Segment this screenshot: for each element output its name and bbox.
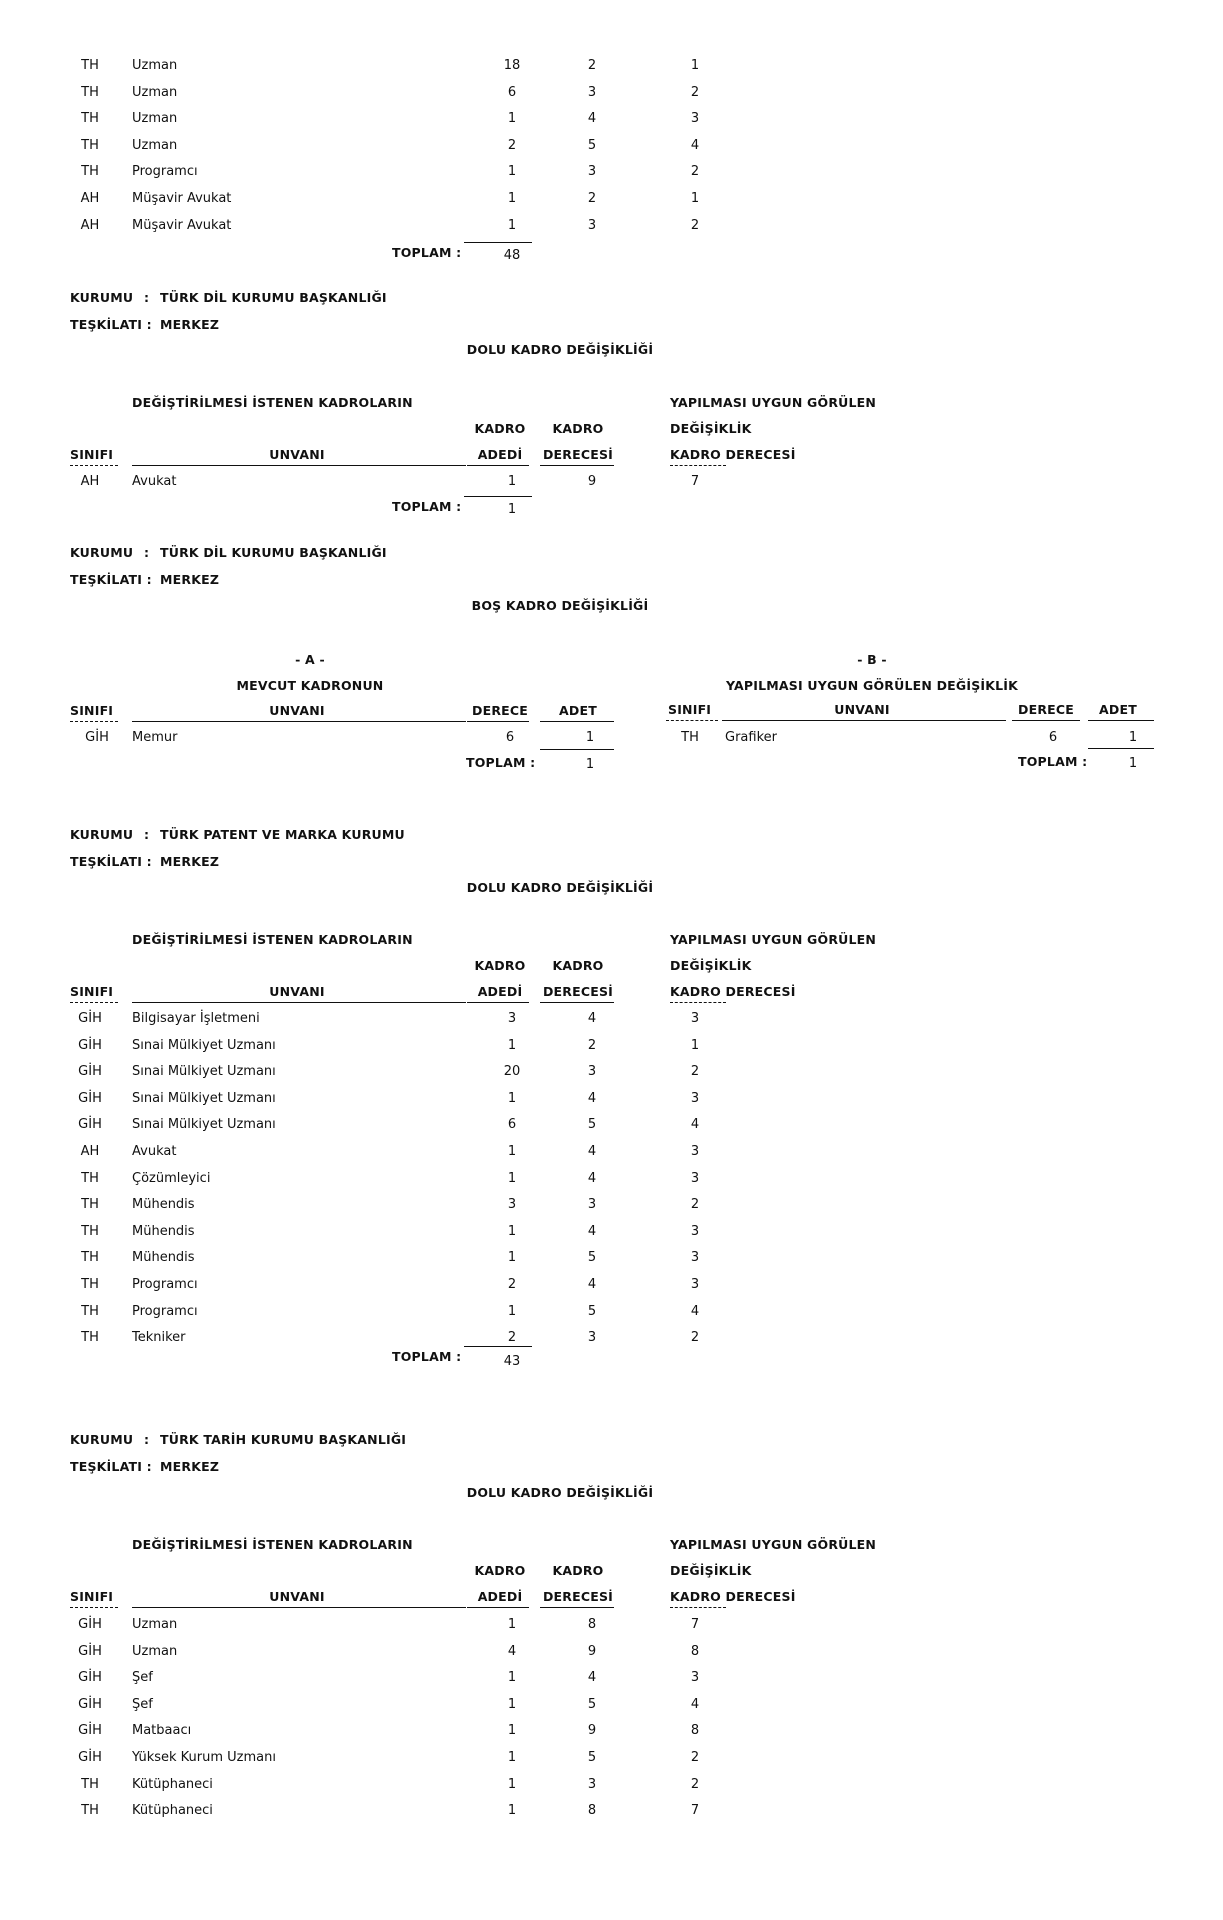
col-kadro: KADRO bbox=[552, 958, 604, 973]
s4-row-kadro-derecesi: 9 bbox=[587, 1643, 597, 1659]
toplam-label: TOPLAM : bbox=[466, 755, 536, 770]
s4-row-unvani: Uzman bbox=[132, 1643, 178, 1659]
s3-row-unvani: Programcı bbox=[132, 1277, 198, 1292]
s3-row-yeni-derece: 3 bbox=[690, 1277, 700, 1292]
s4-row-kadro-adedi: 4 bbox=[507, 1643, 517, 1659]
s4-row-kadro-adedi: 1 bbox=[507, 1803, 517, 1819]
s3-row-kadro-adedi: 1 bbox=[507, 1223, 517, 1239]
s3-row-yeni-derece: 4 bbox=[690, 1303, 700, 1319]
s3-row-yeni-derece: 3 bbox=[690, 1250, 700, 1266]
header-rule bbox=[670, 1607, 726, 1608]
s3-row-sinifi: TH bbox=[81, 1277, 99, 1292]
part-b-heading: YAPILMASI UYGUN GÖRÜLEN DEĞİŞİKLİK bbox=[725, 678, 1019, 693]
col-adedi: ADEDİ bbox=[477, 447, 523, 462]
s3-row-kadro-derecesi: 4 bbox=[587, 1170, 597, 1186]
top-row-sinifi: AH bbox=[80, 217, 100, 233]
s3-row-sinifi: TH bbox=[81, 1170, 99, 1186]
header-rule bbox=[1012, 720, 1080, 721]
top-row-kadro-derecesi: 3 bbox=[587, 84, 597, 100]
teskilat-name: MERKEZ bbox=[160, 572, 220, 587]
s3-row-kadro-derecesi: 3 bbox=[587, 1197, 597, 1213]
part-a-heading: MEVCUT KADRONUN bbox=[236, 678, 384, 693]
header-rule bbox=[666, 720, 718, 721]
s3-row-unvani: Mühendis bbox=[132, 1223, 195, 1239]
s3-row-yeni-derece: 2 bbox=[690, 1064, 700, 1080]
teskilat-name: MERKEZ bbox=[160, 854, 220, 869]
header-rule bbox=[467, 1607, 529, 1608]
top-row-unvani: Programcı bbox=[132, 164, 198, 180]
top-row-kadro-adedi: 6 bbox=[507, 84, 517, 100]
s4-row-kadro-derecesi: 8 bbox=[587, 1617, 597, 1632]
section-title: DOLU KADRO DEĞİŞİKLİĞİ bbox=[466, 880, 654, 895]
colon: : bbox=[144, 290, 150, 305]
s3-row-kadro-derecesi: 5 bbox=[587, 1117, 597, 1133]
top-row-kadro-derecesi: 2 bbox=[587, 191, 597, 206]
col-kadro: KADRO bbox=[474, 1563, 526, 1578]
s3-row-kadro-derecesi: 2 bbox=[587, 1037, 597, 1053]
s3-row-unvani: Sınai Mülkiyet Uzmanı bbox=[132, 1064, 276, 1080]
s3-row-yeni-derece: 2 bbox=[690, 1330, 700, 1346]
col-degisiklik: DEĞİŞİKLİK bbox=[670, 1563, 752, 1578]
top-row-sinifi: TH bbox=[81, 58, 99, 73]
s4-row-yeni-derece: 2 bbox=[690, 1750, 700, 1765]
s4-row-kadro-adedi: 1 bbox=[507, 1696, 517, 1712]
col-kadro-derecesi: KADRO DERECESİ bbox=[670, 1589, 796, 1604]
s4-row-yeni-derece: 4 bbox=[690, 1696, 700, 1712]
col-derecesi: DERECESİ bbox=[542, 447, 614, 462]
col-sinifi: SINIFI bbox=[70, 1589, 114, 1604]
section-title: DOLU KADRO DEĞİŞİKLİĞİ bbox=[466, 342, 654, 357]
s3-row-kadro-derecesi: 3 bbox=[587, 1330, 597, 1346]
s3-row-sinifi: TH bbox=[81, 1330, 99, 1346]
s3-row-sinifi: TH bbox=[81, 1250, 99, 1266]
table-group-heading: DEĞİŞTİRİLMESİ İSTENEN KADROLARIN bbox=[132, 1537, 413, 1552]
top-row-unvani: Müşavir Avukat bbox=[132, 191, 232, 206]
colon: : bbox=[144, 827, 150, 842]
s3-row-unvani: Sınai Mülkiyet Uzmanı bbox=[132, 1117, 276, 1133]
s4-row-kadro-derecesi: 8 bbox=[587, 1803, 597, 1819]
s4-row-unvani: Kütüphaneci bbox=[132, 1776, 213, 1792]
total-rule bbox=[464, 1346, 532, 1347]
col-kadro: KADRO bbox=[474, 421, 526, 436]
col-kadro: KADRO bbox=[552, 1563, 604, 1578]
s3-row-kadro-adedi: 2 bbox=[507, 1330, 517, 1346]
s3-row-kadro-derecesi: 4 bbox=[587, 1090, 597, 1106]
toplam-label: TOPLAM : bbox=[392, 499, 462, 514]
col-derecesi: DERECESİ bbox=[542, 984, 614, 999]
col-derece: DERECE bbox=[1018, 702, 1074, 717]
toplam-value: 1 bbox=[1128, 756, 1138, 771]
header-rule bbox=[132, 465, 466, 466]
top-row-yeni-derece: 3 bbox=[690, 111, 700, 127]
s3-row-yeni-derece: 3 bbox=[690, 1144, 700, 1159]
s3-row-kadro-adedi: 1 bbox=[507, 1090, 517, 1106]
top-row-kadro-derecesi: 3 bbox=[587, 164, 597, 180]
header-rule bbox=[70, 465, 118, 466]
table-group-heading-right: YAPILMASI UYGUN GÖRÜLEN bbox=[670, 932, 877, 947]
col-kadro: KADRO bbox=[474, 958, 526, 973]
top-row-sinifi: TH bbox=[81, 164, 99, 180]
total-rule bbox=[464, 496, 532, 497]
part-b-sinifi: TH bbox=[681, 730, 699, 745]
s4-row-yeni-derece: 7 bbox=[690, 1803, 700, 1819]
kurumu-label: KURUMU bbox=[70, 545, 134, 560]
s3-row-sinifi: TH bbox=[81, 1223, 99, 1239]
s3-row-unvani: Çözümleyici bbox=[132, 1170, 211, 1186]
col-adedi: ADEDİ bbox=[477, 984, 523, 999]
col-sinifi: SINIFI bbox=[70, 984, 114, 999]
table-group-heading-right: YAPILMASI UYGUN GÖRÜLEN bbox=[670, 395, 877, 410]
toplam-value: 1 bbox=[585, 757, 595, 772]
s4-row-sinifi: GİH bbox=[78, 1723, 102, 1739]
s3-row-unvani: Sınai Mülkiyet Uzmanı bbox=[132, 1037, 276, 1053]
top-row-kadro-adedi: 1 bbox=[507, 191, 517, 206]
s3-row-sinifi: GİH bbox=[78, 1117, 102, 1133]
header-rule bbox=[1088, 720, 1154, 721]
col-adet: ADET bbox=[559, 703, 597, 718]
colon: : bbox=[144, 545, 150, 560]
header-rule bbox=[540, 721, 614, 722]
s3-row-unvani: Mühendis bbox=[132, 1197, 195, 1213]
top-row-kadro-derecesi: 3 bbox=[587, 217, 597, 233]
s4-row-unvani: Şef bbox=[132, 1696, 153, 1712]
s3-row-kadro-adedi: 1 bbox=[507, 1250, 517, 1266]
col-kadro-derecesi: KADRO DERECESİ bbox=[670, 447, 796, 462]
part-a-unvani: Memur bbox=[132, 730, 178, 745]
kurum-name: TÜRK PATENT VE MARKA KURUMU bbox=[160, 827, 405, 842]
s4-row-yeni-derece: 7 bbox=[690, 1617, 700, 1632]
s3-row-kadro-adedi: 3 bbox=[507, 1197, 517, 1213]
col-unvani: UNVANI bbox=[269, 447, 325, 462]
col-derece: DERECE bbox=[472, 703, 528, 718]
header-rule bbox=[467, 465, 529, 466]
s3-row-yeni-derece: 1 bbox=[690, 1037, 700, 1053]
toplam-label: TOPLAM : bbox=[392, 245, 462, 260]
s3-row-kadro-derecesi: 4 bbox=[587, 1277, 597, 1292]
top-row-unvani: Uzman bbox=[132, 58, 178, 73]
top-row-kadro-adedi: 1 bbox=[507, 217, 517, 233]
top-row-yeni-derece: 1 bbox=[690, 191, 700, 206]
part-b-derece: 6 bbox=[1048, 730, 1058, 745]
s3-row-sinifi: GİH bbox=[78, 1011, 102, 1026]
total-rule bbox=[1088, 748, 1154, 749]
s4-row-unvani: Uzman bbox=[132, 1617, 178, 1632]
s4-row-kadro-adedi: 1 bbox=[507, 1670, 517, 1686]
s4-row-sinifi: TH bbox=[81, 1776, 99, 1792]
kurumu-label: KURUMU bbox=[70, 827, 134, 842]
col-unvani: UNVANI bbox=[269, 703, 325, 718]
table-group-heading: DEĞİŞTİRİLMESİ İSTENEN KADROLARIN bbox=[132, 395, 413, 410]
header-rule bbox=[540, 1607, 614, 1608]
s4-row-sinifi: GİH bbox=[78, 1670, 102, 1686]
s3-row-kadro-derecesi: 3 bbox=[587, 1064, 597, 1080]
top-row-kadro-adedi: 18 bbox=[503, 58, 521, 73]
top-row-yeni-derece: 4 bbox=[690, 137, 700, 153]
col-sinifi: SINIFI bbox=[70, 447, 114, 462]
top-row-yeni-derece: 2 bbox=[690, 84, 700, 100]
header-rule bbox=[132, 1607, 466, 1608]
s3-row-sinifi: GİH bbox=[78, 1037, 102, 1053]
part-b-adet: 1 bbox=[1128, 730, 1138, 745]
s3-row-kadro-derecesi: 5 bbox=[587, 1250, 597, 1266]
part-a-label: - A - bbox=[295, 652, 325, 667]
s1-row-unvani: Avukat bbox=[132, 474, 177, 489]
s4-row-kadro-derecesi: 9 bbox=[587, 1723, 597, 1739]
s4-row-kadro-derecesi: 5 bbox=[587, 1696, 597, 1712]
s4-row-sinifi: GİH bbox=[78, 1750, 102, 1765]
part-b-label: - B - bbox=[857, 652, 887, 667]
s4-row-yeni-derece: 8 bbox=[690, 1723, 700, 1739]
s4-row-sinifi: TH bbox=[81, 1803, 99, 1819]
s3-row-unvani: Bilgisayar İşletmeni bbox=[132, 1011, 260, 1026]
kurum-name: TÜRK TARİH KURUMU BAŞKANLIĞI bbox=[160, 1432, 407, 1447]
s4-row-kadro-adedi: 1 bbox=[507, 1617, 517, 1632]
part-a-derece: 6 bbox=[505, 730, 515, 745]
toplam-value: 43 bbox=[503, 1354, 521, 1369]
header-rule bbox=[540, 465, 614, 466]
s3-row-yeni-derece: 4 bbox=[690, 1117, 700, 1133]
top-row-sinifi: AH bbox=[80, 191, 100, 206]
s4-row-unvani: Matbaacı bbox=[132, 1723, 192, 1739]
s4-row-kadro-derecesi: 3 bbox=[587, 1776, 597, 1792]
s3-row-yeni-derece: 3 bbox=[690, 1223, 700, 1239]
s1-row-kadro-derecesi: 9 bbox=[587, 474, 597, 489]
section-title: DOLU KADRO DEĞİŞİKLİĞİ bbox=[466, 1485, 654, 1500]
s3-row-kadro-adedi: 6 bbox=[507, 1117, 517, 1133]
s3-row-unvani: Sınai Mülkiyet Uzmanı bbox=[132, 1090, 276, 1106]
col-unvani: UNVANI bbox=[269, 1589, 325, 1604]
top-row-unvani: Müşavir Avukat bbox=[132, 217, 232, 233]
col-adedi: ADEDİ bbox=[477, 1589, 523, 1604]
s3-row-kadro-adedi: 1 bbox=[507, 1170, 517, 1186]
table-group-heading: DEĞİŞTİRİLMESİ İSTENEN KADROLARIN bbox=[132, 932, 413, 947]
s3-row-kadro-derecesi: 4 bbox=[587, 1144, 597, 1159]
col-sinifi: SINIFI bbox=[668, 702, 712, 717]
s3-row-kadro-adedi: 3 bbox=[507, 1011, 517, 1026]
teskilati-label: TEŞKİLATI : bbox=[70, 854, 152, 869]
s4-row-sinifi: GİH bbox=[78, 1643, 102, 1659]
section-title: BOŞ KADRO DEĞİŞİKLİĞİ bbox=[471, 598, 649, 613]
header-rule bbox=[467, 1002, 529, 1003]
header-rule bbox=[70, 1002, 118, 1003]
col-derecesi: DERECESİ bbox=[542, 1589, 614, 1604]
s3-row-sinifi: AH bbox=[80, 1144, 100, 1159]
top-row-kadro-adedi: 1 bbox=[507, 164, 517, 180]
s4-row-unvani: Kütüphaneci bbox=[132, 1803, 213, 1819]
s3-row-yeni-derece: 3 bbox=[690, 1170, 700, 1186]
header-rule bbox=[467, 721, 529, 722]
s4-row-kadro-adedi: 1 bbox=[507, 1723, 517, 1739]
s4-row-yeni-derece: 3 bbox=[690, 1670, 700, 1686]
top-row-kadro-adedi: 2 bbox=[507, 137, 517, 153]
col-adet: ADET bbox=[1099, 702, 1137, 717]
header-rule bbox=[70, 1607, 118, 1608]
part-a-sinifi: GİH bbox=[85, 730, 109, 745]
s3-row-kadro-adedi: 20 bbox=[503, 1064, 521, 1080]
s4-row-yeni-derece: 8 bbox=[690, 1643, 700, 1659]
top-row-kadro-derecesi: 4 bbox=[587, 111, 597, 127]
top-row-sinifi: TH bbox=[81, 111, 99, 127]
kurumu-label: KURUMU bbox=[70, 290, 134, 305]
colon: : bbox=[144, 1432, 150, 1447]
s3-row-kadro-adedi: 1 bbox=[507, 1303, 517, 1319]
s3-row-kadro-adedi: 2 bbox=[507, 1277, 517, 1292]
s3-row-sinifi: GİH bbox=[78, 1064, 102, 1080]
header-rule bbox=[670, 465, 726, 466]
s3-row-kadro-derecesi: 4 bbox=[587, 1011, 597, 1026]
toplam-label: TOPLAM : bbox=[392, 1349, 462, 1364]
total-rule bbox=[540, 749, 614, 750]
toplam-label: TOPLAM : bbox=[1018, 754, 1088, 769]
s4-row-sinifi: GİH bbox=[78, 1617, 102, 1632]
s4-row-yeni-derece: 2 bbox=[690, 1776, 700, 1792]
part-a-adet: 1 bbox=[585, 730, 595, 745]
s3-row-yeni-derece: 3 bbox=[690, 1090, 700, 1106]
s3-row-sinifi: TH bbox=[81, 1303, 99, 1319]
part-b-unvani: Grafiker bbox=[725, 730, 777, 745]
header-rule bbox=[722, 720, 1006, 721]
teskilati-label: TEŞKİLATI : bbox=[70, 317, 152, 332]
s3-row-yeni-derece: 2 bbox=[690, 1197, 700, 1213]
table-group-heading-right: YAPILMASI UYGUN GÖRÜLEN bbox=[670, 1537, 877, 1552]
kurum-name: TÜRK DİL KURUMU BAŞKANLIĞI bbox=[160, 545, 387, 560]
toplam-value: 48 bbox=[503, 248, 521, 263]
s4-row-unvani: Şef bbox=[132, 1670, 153, 1686]
header-rule bbox=[670, 1002, 726, 1003]
s4-row-kadro-derecesi: 4 bbox=[587, 1670, 597, 1686]
top-row-sinifi: TH bbox=[81, 84, 99, 100]
total-rule bbox=[464, 242, 532, 243]
col-sinifi: SINIFI bbox=[70, 703, 114, 718]
s3-row-sinifi: TH bbox=[81, 1197, 99, 1213]
s3-row-kadro-derecesi: 5 bbox=[587, 1303, 597, 1319]
s3-row-kadro-derecesi: 4 bbox=[587, 1223, 597, 1239]
s1-row-kadro-adedi: 1 bbox=[507, 474, 517, 489]
s3-row-yeni-derece: 3 bbox=[690, 1011, 700, 1026]
top-row-unvani: Uzman bbox=[132, 137, 178, 153]
top-row-unvani: Uzman bbox=[132, 84, 178, 100]
header-rule bbox=[132, 1002, 466, 1003]
toplam-value: 1 bbox=[507, 502, 517, 517]
col-degisiklik: DEĞİŞİKLİK bbox=[670, 421, 752, 436]
header-rule bbox=[540, 1002, 614, 1003]
top-row-kadro-derecesi: 5 bbox=[587, 137, 597, 153]
col-degisiklik: DEĞİŞİKLİK bbox=[670, 958, 752, 973]
s1-row-yeni-derece: 7 bbox=[690, 474, 700, 489]
kurumu-label: KURUMU bbox=[70, 1432, 134, 1447]
s3-row-kadro-adedi: 1 bbox=[507, 1037, 517, 1053]
teskilat-name: MERKEZ bbox=[160, 317, 220, 332]
s3-row-unvani: Tekniker bbox=[132, 1330, 186, 1346]
top-row-yeni-derece: 1 bbox=[690, 58, 700, 73]
top-row-yeni-derece: 2 bbox=[690, 217, 700, 233]
top-row-kadro-derecesi: 2 bbox=[587, 58, 597, 73]
s4-row-kadro-derecesi: 5 bbox=[587, 1750, 597, 1765]
s3-row-kadro-adedi: 1 bbox=[507, 1144, 517, 1159]
s3-row-sinifi: GİH bbox=[78, 1090, 102, 1106]
teskilati-label: TEŞKİLATI : bbox=[70, 572, 152, 587]
s1-row-sinifi: AH bbox=[80, 474, 100, 489]
col-kadro: KADRO bbox=[552, 421, 604, 436]
col-unvani: UNVANI bbox=[269, 984, 325, 999]
top-row-yeni-derece: 2 bbox=[690, 164, 700, 180]
s3-row-unvani: Programcı bbox=[132, 1303, 198, 1319]
header-rule bbox=[132, 721, 466, 722]
s4-row-kadro-adedi: 1 bbox=[507, 1776, 517, 1792]
top-row-kadro-adedi: 1 bbox=[507, 111, 517, 127]
col-kadro-derecesi: KADRO DERECESİ bbox=[670, 984, 796, 999]
teskilat-name: MERKEZ bbox=[160, 1459, 220, 1474]
s4-row-unvani: Yüksek Kurum Uzmanı bbox=[132, 1750, 276, 1765]
kurum-name: TÜRK DİL KURUMU BAŞKANLIĞI bbox=[160, 290, 387, 305]
s3-row-unvani: Avukat bbox=[132, 1144, 177, 1159]
s4-row-kadro-adedi: 1 bbox=[507, 1750, 517, 1765]
top-row-sinifi: TH bbox=[81, 137, 99, 153]
col-unvani: UNVANI bbox=[834, 702, 890, 717]
s3-row-unvani: Mühendis bbox=[132, 1250, 195, 1266]
top-row-unvani: Uzman bbox=[132, 111, 178, 127]
header-rule bbox=[70, 721, 118, 722]
teskilati-label: TEŞKİLATI : bbox=[70, 1459, 152, 1474]
s4-row-sinifi: GİH bbox=[78, 1696, 102, 1712]
